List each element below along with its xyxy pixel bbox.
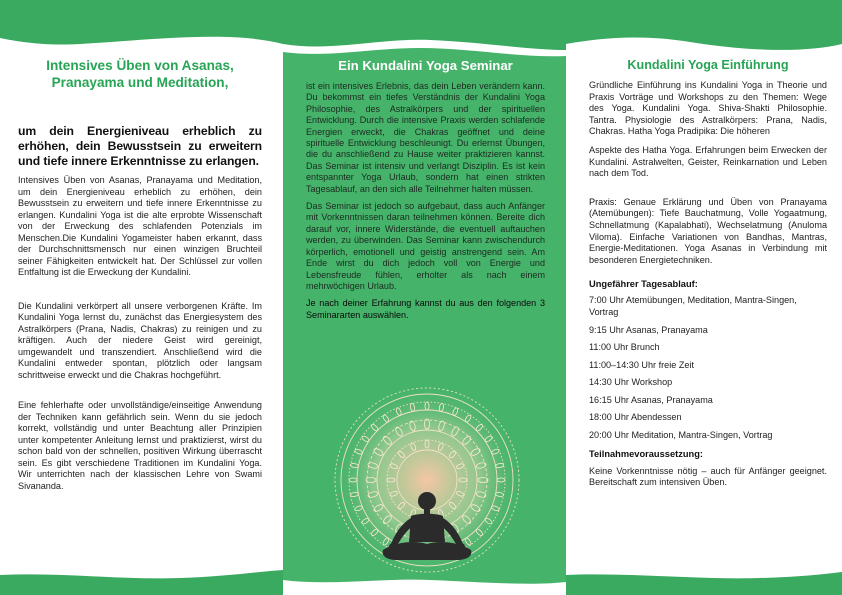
requirements-text: Keine Vorkenntnisse nötig – auch für Anfänger geeignet. Bereitschaft zum intensiven Üben. — [589, 465, 827, 488]
mandala-petal — [461, 514, 472, 525]
bottom-band-right — [566, 572, 842, 595]
mandala-petal — [373, 447, 384, 456]
mandala-petal — [448, 501, 456, 509]
schedule-title: Ungefährer Tagesablauf: — [589, 279, 698, 290]
mandala-petal — [497, 478, 505, 482]
mandala-petal — [350, 463, 359, 468]
mandala-petal — [452, 407, 459, 416]
middle-column — [306, 58, 545, 321]
mandala-petal — [361, 517, 370, 525]
schedule-item: 14:30 Uhr Workshop — [589, 377, 673, 388]
schedule-item: 18:00 Uhr Abendessen — [589, 412, 682, 423]
mandala-petal — [354, 448, 363, 455]
mandala-petal — [397, 450, 405, 458]
top-wave-right — [566, 0, 842, 50]
middle-paragraph-1: ist ein intensives Erlebnis, das dein Leben verändern kann. Du bekommst ein tiefes Verständnis der Kundalini Yoga Philosophie, des Astralkörpers und der spirituellen Entwicklung. Durch die intensive Praxis werden schlafende Energien erweckt, die Chakras geöffnet und deine spirituelle Entwicklung beschleunigt. Du erlernst Übungen, die du anschließend zu Hause weiter praktizieren kannst. Das Seminar ist intensiv und verlangt Disziplin. Es ist kein entspannter Yoga Urlaub, sondern hat einen strikten Tagesablauf, an den sich alle Teilnehmer halten müssen. — [306, 81, 545, 194]
top-wave-left — [0, 0, 283, 45]
mandala-petal — [389, 490, 398, 497]
mandala-petal — [475, 423, 483, 431]
mandala-petal — [448, 450, 456, 458]
mandala-petal — [382, 435, 393, 446]
mandala-petal — [495, 492, 504, 497]
mandala-petal — [382, 414, 390, 423]
mandala-petal — [389, 463, 398, 470]
schedule-item: 7:00 Uhr Atemübungen, Meditation, Mantra-Singen, Vortrag — [589, 295, 797, 317]
mandala-petal — [464, 414, 472, 423]
mandala-petal — [476, 491, 487, 498]
mandala-petal — [397, 501, 405, 509]
mandala-petal — [410, 442, 417, 451]
middle-paragraph-2: Das Seminar ist jedoch so aufgebaut, dass auch Anfänger mit Vorkenntnissen daran teilnehmen können. Bereite dich darauf vor, innere Widerstände, die eventuell auftauchen werden, zu überwinden. Das Seminar kann zwischendurch körperlich, emotionell und geistig anstrengend sein. Am Ende wirst du dich jedoch voll von Energie und Lebensfreude fühlen, erholter als nach einem mehrwöchigen Urlaub. — [306, 201, 545, 291]
mandala-petal — [425, 440, 429, 448]
mandala-petal — [395, 407, 402, 416]
mandala-petal — [361, 435, 370, 443]
mandala-petal — [366, 478, 376, 483]
mandala-petal — [354, 505, 363, 512]
mandala-petal — [491, 505, 500, 512]
schedule-item: 16:15 Uhr Asanas, Pranayama — [589, 394, 713, 405]
right-column — [589, 57, 827, 489]
mandala-petal — [459, 478, 467, 482]
mandala-petal — [387, 478, 395, 482]
middle-heading: Ein Kundalini Yoga Seminar — [338, 58, 513, 73]
left-column — [18, 57, 262, 492]
mandala-petal — [439, 403, 444, 412]
mandala-petal — [478, 478, 488, 483]
bottom-band-left — [0, 570, 283, 595]
left-lead: um dein Energieniveau erheblich zu erhöhen, dein Bewusstsein zu erweitern und tiefe innere Erkenntnisse zu erlangen. — [18, 124, 262, 168]
mandala-petal — [382, 514, 393, 525]
middle-paragraph-3: Je nach deiner Erfahrung kannst du aus den folgenden 3 Seminararten auswählen. — [306, 298, 545, 320]
right-intro-2: Aspekte des Hatha Yoga. Erfahrungen beim Erwecken der Kundalini. Astralwelten, Geister, Reinkarnation und Leben nach dem Tod. — [589, 144, 827, 179]
meditating-figure-mandala-icon — [331, 384, 523, 576]
praxis-label: Praxis: — [589, 196, 617, 207]
left-paragraph-2: Die Kundalini verkörpert all unsere verborgenen Kräfte. Im Kundalini Yoga lernst du, zunächst das Energiesystem des Astralkörpers (Prana, Nadis, Chakras) zu reinigen und zu kräftigen. Auch der niedere Geist wird gereinigt, umgewandelt und transzendiert. Anschließend wird die Kundalini entweder spontan, plötzlich oder langsam schrittweise erweckt und die Chakras hochgeführt. — [18, 300, 262, 380]
right-intro-1: Gründliche Einführung ins Kundalini Yoga in Theorie und Praxis Vorträge und Workshops zu den Themen: Wege des Yoga. Kundalini Yoga. Shiva-Shakti Philosophie. Tantra. Physiologie des Astralkörpers: Prana, Nadis, Chakras. Hatha Yoga Pradipika: Die höheren — [589, 80, 827, 137]
left-paragraph-3: Eine fehlerhafte oder unvollständige/einseitige Anwendung der Techniken kann gefährlich sein. Wenn du sie jedoch korrekt, vollständig und unter Beachtung aller Prinzipien unter kompetenter Anleitung lernst und praktizierst, wirst du schon bald von der schnellen, positiven Wirkung überrascht sein. Es gibt verschiedene Traditionen im Kundalini Yoga. Wir unterrichten nach der klassischen Lehre von Swami Sivananda. — [18, 400, 262, 491]
schedule-list — [589, 295, 827, 441]
mandala-petal — [464, 537, 472, 546]
right-heading: Kundalini Yoga Einführung — [627, 58, 789, 72]
schedule-item: 9:15 Uhr Asanas, Pranayama — [589, 324, 708, 335]
mandala-petal — [484, 435, 493, 443]
right-praxis — [589, 197, 827, 267]
mandala-petal — [370, 528, 378, 536]
left-paragraph-1: Intensives Üben von Asanas, Pranayama und Meditation, um dein Energieniveau erheblich zu erhöhen, dein Bewusstsein zu erweitern und tiefe innere Erkenntnisse zu erlangen. Kundalini Yoga ist die alte erprobte Wissenschaft von der Erweckung des schlafenden Potenzials im Menschen.Die Kundalini Yogameister haben erkannt, dass der Durchschnittsmensch nur einen winzigen Bruchteil seiner Fähigkeiten entwickelt hat. Der Schlüssel zur vollen Entfaltung ist die Erweckung der Kundalini. — [18, 175, 262, 277]
schedule-item: 11:00–14:30 Uhr freie Zeit — [589, 359, 694, 370]
mandala-petal — [461, 435, 472, 446]
mandala-petal — [484, 517, 493, 525]
left-heading: Intensives Üben von Asanas, Pranayama und Meditation, — [46, 58, 234, 90]
mandala-petal — [450, 426, 459, 437]
mandala-petal — [425, 419, 430, 429]
mandala-petal — [349, 478, 357, 482]
mandala-petal — [495, 463, 504, 468]
praxis-text: Genaue Erklärung und Üben von Pranayama (Atemübungen): Tiefe Bauchatmung, Volle Yogaatmung, Schnellatmung (Kapalabhati), Wechselatmung (Anuloma Viloma). Einfache Variationen von Bandhas, Mantras, Energie-Meditationen. Yoga Asanas in Verbindung mit besonderen Energietechniken. — [589, 196, 827, 265]
mandala-petal — [367, 491, 378, 498]
mandala-petal — [491, 448, 500, 455]
mandala-petal — [410, 403, 415, 412]
mandala-petal — [470, 503, 481, 512]
schedule-item: 11:00 Uhr Brunch — [589, 342, 660, 353]
mandala-petal — [437, 442, 444, 451]
mandala-petal — [350, 492, 359, 497]
mandala-petal — [475, 528, 483, 536]
schedule-item: 20:00 Uhr Meditation, Mantra-Singen, Vortrag — [589, 430, 773, 441]
mandala-petal — [370, 423, 378, 431]
mandala-petal — [425, 402, 429, 410]
mandala-petal — [470, 447, 481, 456]
requirements-title: Teilnahmevoraussetzung: — [589, 448, 703, 459]
meditating-figure — [383, 492, 472, 560]
mandala-petal — [456, 490, 465, 497]
mandala-petal — [382, 537, 390, 546]
mandala-petal — [373, 503, 384, 512]
mandala-petal — [456, 463, 465, 470]
mandala-petal — [394, 426, 403, 437]
